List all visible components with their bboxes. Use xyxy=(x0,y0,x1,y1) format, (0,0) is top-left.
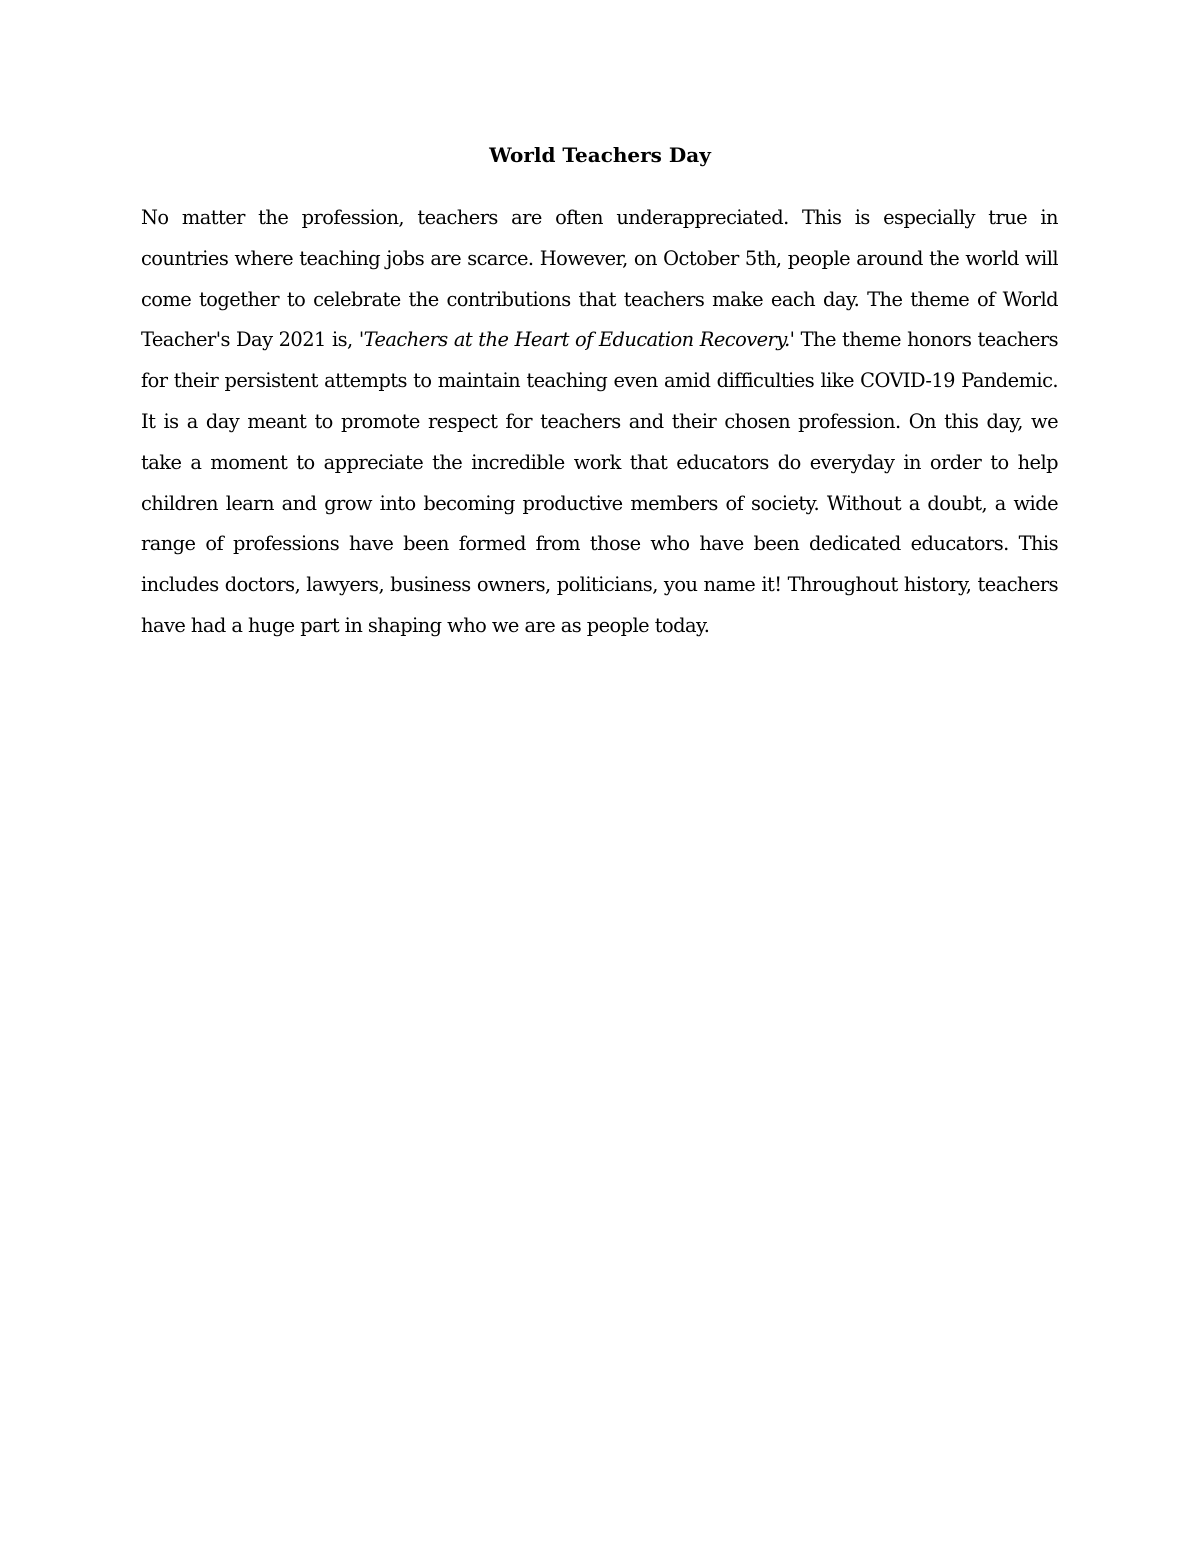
paragraph-text-after-quote: The theme honors teachers for their persistent attempts to maintain teaching even amid difficulties like COVID-19 Pandemic. It is a day meant to promote respect for teachers and their chosen profession. On this day, we take a moment to appreciate the incredible work that educators do everyday in order to help children learn and grow into becoming productive members of society. Without a doubt, a wide range of professions have been formed from those who have been dedicated educators. This includes doctors, lawyers, business owners, politicians, you name it! Throughout history, teachers have had a huge part in shaping who we are as people today. xyxy=(141,328,1058,637)
theme-quote: 'Teachers at the Heart of Education Recovery.' xyxy=(358,328,795,352)
body-paragraph xyxy=(141,198,1058,647)
paragraph-text-before-quote: No matter the profession, teachers are often underappreciated. This is especially true in countries where teaching jobs are scarce. However, on October 5th, people around the world will come together to celebrate the contributions that teachers make each day. The theme of World Teacher's Day 2021 is, xyxy=(141,206,1058,352)
document-title: World Teachers Day xyxy=(489,143,711,167)
